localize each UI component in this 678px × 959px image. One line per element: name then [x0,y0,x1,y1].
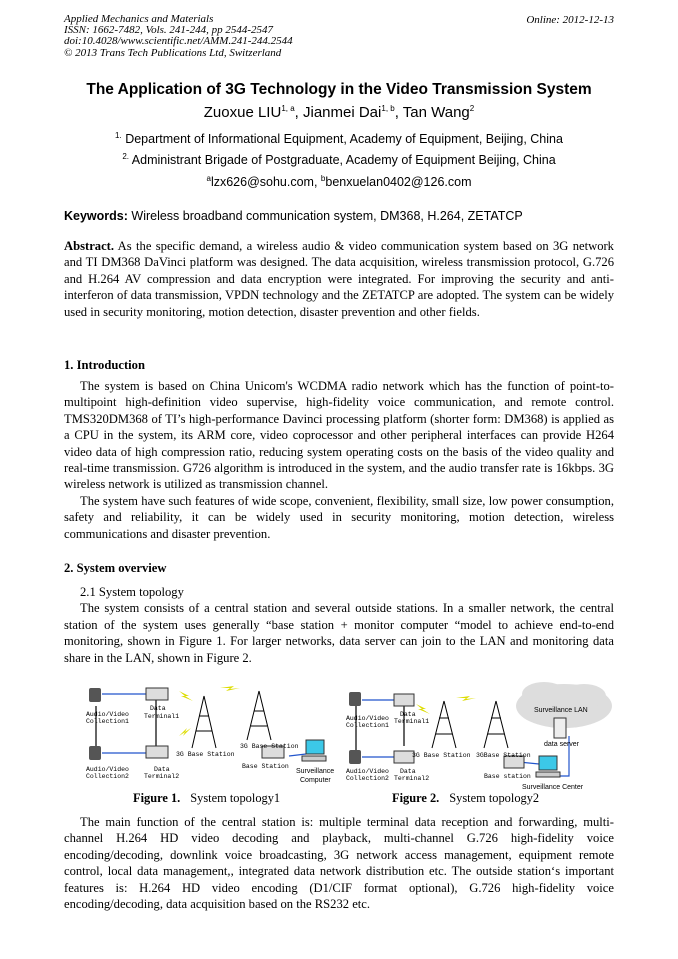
node-label: Surveillance Center [522,784,584,791]
tower-icon [432,701,508,748]
keywords-text: Wireless broadband communication system, DM368, H.264, ZETATCP [131,209,523,223]
node-label: Terminal1 [394,718,430,725]
journal-name: Applied Mechanics and Materials [64,13,214,25]
node-label: Data [150,705,166,712]
node-label: Audio/Video [346,768,389,775]
figure-label: Figure 2. [392,791,440,805]
node-label: Base Station [242,763,289,770]
affiliation-1 [0,131,678,146]
node-label: Surveillance [296,768,335,775]
pc-icon [302,740,326,761]
section-heading: 2. System overview [64,561,167,575]
paragraph: The system consists of a central station and several outside stations. In a smaller network, the central station of the system uses generally “base station + monitor computer “model to achieve end-to-end monitoring, shown in Figure 1. For larger networks, data server can join to the LAN and monitoring data share in the LAN, shown in Figure 2. [64,601,614,665]
node-label: Computer [300,777,331,784]
figure-2-diagram [344,676,616,796]
node-label: Data [154,766,170,773]
figure-caption-text: System topology1 [190,791,281,805]
central-station-text [64,814,614,912]
tower-icon [192,691,271,748]
node-label: Terminal2 [394,775,430,782]
affiliation-2 [0,152,678,167]
node-label: Collection1 [86,718,129,725]
author-sup: 1, b [381,104,395,113]
authors: Zuoxue LIU$^{1, a}$, Jianmei Dai$^{1, b}$, Tan Wang$^2$ [203,104,475,121]
online-date: Online: 2012-12-13 [526,14,614,26]
figure-label: Figure 1. [133,791,181,805]
figure-1-diagram [84,676,344,796]
node-label: 3G Base Station [176,751,235,758]
keywords [64,209,523,223]
email: benxuelan0402@126.com [325,175,472,190]
node-label: Terminal2 [144,773,180,780]
emails [0,174,678,189]
journal-header [64,14,293,59]
paragraph: The system is based on China Unicom's WCDMA radio network which has the function of point-to-multipoint high-definition video supervise, high-fidelity voice communication, and remote control. TMS320DM368 of TI’s high-performance Davinci processing platform (shorter form: DM368) is applied as a CPU in the system, its ARM core, video coprocessor and other peripheral interfaces can provide H264 video data of high compression ratio, reducing system operating costs on the basis of the video quality and real-time transmission. G726 algorithm is introduced in the system, and the audio transfer rate is 16kbps. 3G wireless network is utilized as transmission channel. [64,379,614,492]
doi: doi:10.4028/www.scientific.net/AMM.241-244.2544 [64,35,293,48]
intro-text [64,378,614,542]
node-label: Collection2 [346,775,389,782]
email-sup: b [320,174,326,183]
paragraph: The main function of the central station is: multiple terminal data reception and forwarding, multi-channel H.264 HD video decoding and playback, multi-channel G.726 high-fidelity voice encoding/decoding, downlink voice broadcasting, 3G network access management, equipment remote control, local data management,, integrated data network distribution etc. The outside station‘s important features is: H.264 HD video encoding (D1/CIF format optional), G.726 high-fidelity voice encoding/decoding, data acquisition based on the RS232 etc. [64,815,614,912]
node-label: Collection1 [346,722,389,729]
node-label: Collection2 [86,773,129,780]
node-label: Data [400,768,416,775]
node-label: data server [544,741,580,748]
node-label: Data [400,711,416,718]
author-sup: 1, a [281,104,295,113]
author: Zuoxue LIU [203,104,282,121]
figure-1-caption [133,791,280,806]
copyright: © 2013 Trans Tech Publications Ltd, Switzerland [64,46,282,59]
paper-title: The Application of 3G Technology in the Video Transmission System [86,81,592,98]
node-label: 3G Base Station [412,752,471,759]
pc-icon [536,756,560,777]
signal-icon [416,696,476,714]
node-label: Audio/Video [86,711,129,718]
node-label: Base station [484,773,531,780]
email: lzx626@sohu.com, [210,175,318,190]
aff-sup: 1. [115,131,122,140]
issn: ISSN: 1662-7482, Vols. 241-244, pp 2544-2547 [64,24,273,37]
signal-icon [179,686,240,736]
node-label: Surveillance LAN [534,707,588,714]
author-sup: 2 [469,104,475,113]
figure-2-caption [392,791,539,806]
aff-text: Department of Informational Equipment, Academy of Equipment, Beijing, China [125,132,563,147]
subsection-heading: 2.1 System topology [80,585,184,599]
aff-sup: 2. [122,152,129,161]
email-sup: a [206,174,211,183]
paragraph: The system have such features of wide scope, convenient, flexibility, small size, low power consumption, safety and reliability, it can be widely used in security monitoring, motion detection, wireless communications and disaster prevention. [64,493,614,541]
abstract-text: As the specific demand, a wireless audio & video communication system based on 3G network and TI DM368 DaVinci platform was designed. The data acquisition, wireless transmission protocol, G.726 and H.264 AV compression and data encryption were integrated. For improving the security and anti-interferon of data transmission, VPDN technology and the ZETATCP are adopted. The system can be widely used in security monitoring, motion detection, disaster prevention and other fields. [64,239,614,319]
overview-text [64,584,614,666]
node-label: Terminal1 [144,713,180,720]
node-label: Audio/Video [346,715,389,722]
node-label: Audio/Video [86,766,129,773]
author: Tan Wang [402,104,470,121]
node-label: 3GBase Station [476,752,531,759]
keywords-label: Keywords: [64,209,128,223]
figure-caption-text: System topology2 [449,791,540,805]
abstract-label: Abstract. [64,239,115,253]
node-label: 3G Base Station [240,743,299,750]
section-heading: 1. Introduction [64,358,145,372]
server-icon [554,718,566,738]
author: Jianmei Dai [303,104,382,121]
aff-text: Administrant Brigade of Postgraduate, Academy of Equipment Beijing, China [131,153,556,168]
abstract [64,238,614,320]
